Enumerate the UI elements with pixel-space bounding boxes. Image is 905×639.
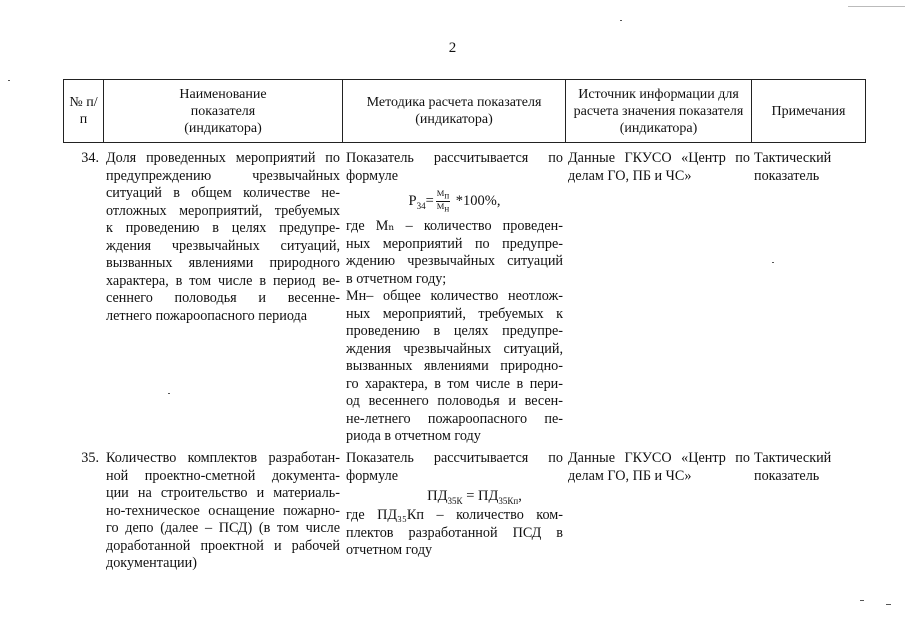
text-line: вызванных явлениями природного xyxy=(106,255,340,271)
header-source: Источник информации для расчета значения показателя (индикатора) xyxy=(573,86,744,136)
text-line: к проведению в целях предупре- xyxy=(106,220,340,236)
text-line: ных мероприятий по предупре- xyxy=(346,235,563,252)
scan-speck xyxy=(8,80,10,81)
scan-speck xyxy=(168,393,170,394)
text-line: Показатель рассчитывается по xyxy=(346,150,563,166)
notes xyxy=(754,150,864,185)
row-number: 34. xyxy=(81,150,99,166)
text-line: Данные ГКУСО «Центр по xyxy=(568,450,750,466)
text-line: формуле xyxy=(346,467,398,484)
text-line: в отчетном году; xyxy=(346,270,447,287)
text-line: формуле xyxy=(346,167,398,184)
scan-speck xyxy=(772,262,774,263)
text-line: отложных мероприятий, требуемых xyxy=(106,202,340,219)
row-number: 35. xyxy=(81,450,99,466)
text-line: Тактический xyxy=(754,150,832,166)
text-line: ции на строительство и материаль- xyxy=(106,485,340,501)
text-line: Мн– общее количество неотлож- xyxy=(346,288,563,304)
text-line: го характера, в том числе в пери- xyxy=(346,375,563,392)
text-line: ной проектно-сметной документа- xyxy=(106,467,340,484)
header-notes: Примечания xyxy=(771,103,846,119)
formula: $P_{34}=$ $\frac{М_п}{М_н}$ *100%, xyxy=(408,188,501,214)
text-line: ждению чрезвычайных ситуаций xyxy=(346,253,563,269)
scan-speck xyxy=(886,604,891,605)
text-line: летнего пожароопасного периода xyxy=(106,307,308,324)
method-description xyxy=(346,150,563,446)
header-bottom-border xyxy=(63,142,866,143)
formula: $ПД_{35К} = ПД_{35Кп}$, xyxy=(427,488,522,506)
text-line: показатель xyxy=(754,167,820,184)
text-line: Количество комплектов разработан- xyxy=(106,450,340,466)
text-line: ждения чрезвычайных ситуаций, xyxy=(106,237,340,254)
text-line: не-летнего пожароопасного пе- xyxy=(346,410,563,427)
text-line: Доля проведенных мероприятий по xyxy=(106,150,340,166)
text-line: где Мₙ – количество проведен- xyxy=(346,218,563,234)
text-line: делам ГО, ПБ и ЧС» xyxy=(568,467,692,484)
header-name: Наименование показателя (индикатора) xyxy=(179,86,267,136)
text-line: од весеннего половодья и весен- xyxy=(346,393,563,409)
notes xyxy=(754,450,864,485)
col-border xyxy=(865,79,866,143)
scan-speck xyxy=(860,600,864,601)
text-line: вызванных явлениями природно- xyxy=(346,358,563,374)
text-line: делам ГО, ПБ и ЧС» xyxy=(568,167,692,184)
text-line: но-техническое оснащение пожарно- xyxy=(106,502,340,519)
header-method: Методика расчета показателя (индикатора) xyxy=(366,95,542,127)
text-line: отчетном году xyxy=(346,542,433,558)
text-line: го депо (далее – ПСД) (в том числе xyxy=(106,520,340,536)
top-edge-line xyxy=(848,6,905,7)
text-line: ных мероприятий, требуемых к xyxy=(346,305,563,322)
text-line: показатель xyxy=(754,467,820,484)
text-line: характера, в том числе в период ве- xyxy=(106,272,340,289)
method-description xyxy=(346,450,563,560)
text-line: проведению в целях предупре- xyxy=(346,323,563,339)
text-line: сеннего половодья и весенне- xyxy=(106,290,340,306)
text-line: где ПД₃₅Кп – количество ком- xyxy=(346,507,563,523)
indicator-name xyxy=(106,150,340,325)
text-line: риода в отчетном году xyxy=(346,428,481,444)
text-line: Тактический xyxy=(754,450,832,466)
text-line: Показатель рассчитывается по xyxy=(346,450,563,466)
text-line: ждения чрезвычайных ситуаций, xyxy=(346,340,563,357)
indicator-name xyxy=(106,450,340,573)
fraction: $\frac{М_п}{М_н}$ xyxy=(436,188,450,214)
text-line: предупреждению чрезвычайных xyxy=(106,167,340,184)
text-line: плектов разработанной ПСД в xyxy=(346,524,563,541)
page-number: 2 xyxy=(448,40,457,56)
text-line: доработанной проектной и рабочей xyxy=(106,537,340,554)
info-source xyxy=(568,150,750,185)
text-line: документации) xyxy=(106,555,197,571)
text-line: Данные ГКУСО «Центр по xyxy=(568,150,750,166)
scan-speck xyxy=(620,20,622,21)
info-source xyxy=(568,450,750,485)
header-num: № п/п xyxy=(69,95,98,127)
text-line: ситуаций в общем количестве не- xyxy=(106,185,340,201)
